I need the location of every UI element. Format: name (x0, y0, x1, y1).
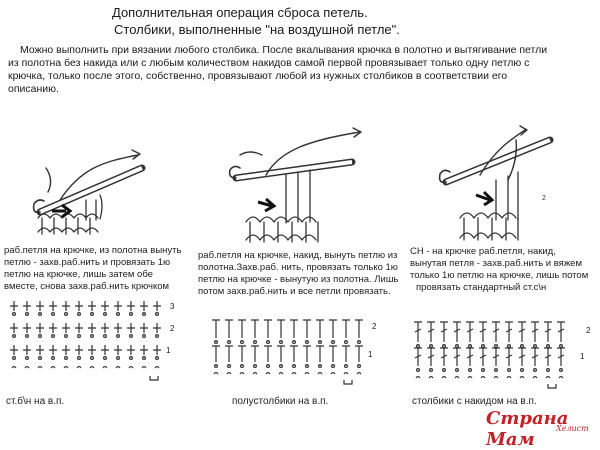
double-crochet-symbol (453, 322, 461, 342)
chain-symbol (280, 365, 283, 368)
half-double-crochet-symbol (329, 320, 337, 338)
row-number-2-1: 1 (368, 350, 373, 359)
foundation-chain-symbol (155, 367, 159, 369)
foundation-chain-symbol (142, 367, 146, 369)
double-crochet-symbol (492, 322, 500, 342)
chain-symbol (215, 341, 218, 344)
caption-3-line-4: провязать стандартный ст.с\н (416, 282, 547, 293)
single-crochet-symbol (49, 345, 57, 355)
chain-symbol (241, 341, 244, 344)
chain-symbol (521, 369, 524, 372)
caption-3-line-3: только 1ю петлю на крючке, лишь потом (410, 270, 589, 281)
chain-symbol (39, 357, 42, 360)
chain-symbol (228, 365, 231, 368)
chain-symbol (52, 357, 55, 360)
chain-symbol (469, 345, 472, 348)
row-number-1-2: 2 (170, 324, 175, 333)
double-crochet-symbol (557, 348, 565, 366)
title-line-1: Дополнительная операция сброса петель. (112, 5, 368, 20)
chain-symbol (65, 357, 68, 360)
chain-symbol (430, 345, 433, 348)
single-crochet-symbol (101, 323, 109, 333)
chain-symbol (91, 313, 94, 316)
caption-1-line-4: вместе, снова захв.раб.нить крючком (4, 281, 170, 292)
chain-symbol (65, 335, 68, 338)
double-crochet-symbol (505, 322, 513, 342)
single-crochet-symbol (153, 323, 161, 333)
half-double-crochet-symbol (316, 320, 324, 338)
single-crochet-symbol (114, 323, 122, 333)
single-crochet-symbol (88, 323, 96, 333)
double-crochet-symbol (427, 322, 435, 342)
chain-symbol (78, 357, 81, 360)
chain-symbol (332, 365, 335, 368)
foundation-chain-symbol (331, 373, 335, 375)
chain-symbol (547, 345, 550, 348)
half-double-crochet-symbol (303, 320, 311, 338)
start-bracket-symbol (150, 376, 158, 380)
intro-line-1: Можно выполнить при вязании любого столбика. После вкалывания крючка в полотно и вытягивание петли (20, 44, 548, 56)
single-crochet-symbol (62, 345, 70, 355)
chain-symbol (241, 365, 244, 368)
chain-symbol (456, 369, 459, 372)
single-crochet-symbol (10, 323, 18, 333)
chain-symbol (78, 335, 81, 338)
chain-symbol (26, 313, 29, 316)
chain-symbol (26, 335, 29, 338)
double-crochet-symbol (518, 348, 526, 366)
double-crochet-symbol (518, 322, 526, 342)
caption-2-line-4: потом захв.раб.нить и все петли провязать. (198, 286, 391, 297)
chain-symbol (254, 341, 257, 344)
chain-symbol (130, 335, 133, 338)
double-crochet-symbol (557, 322, 565, 342)
double-crochet-symbol (414, 322, 422, 342)
single-crochet-symbol (140, 301, 148, 311)
foundation-chain-symbol (51, 367, 55, 369)
caption-3-line-2: вынутая петля - захв.раб.нить и вяжем (410, 258, 582, 269)
double-crochet-symbol (479, 322, 487, 342)
chain-symbol (13, 357, 16, 360)
chain-symbol (130, 357, 133, 360)
chain-symbol (293, 365, 296, 368)
chain-symbol (443, 369, 446, 372)
chain-symbol (267, 341, 270, 344)
chain-symbol (358, 341, 361, 344)
start-bracket-symbol (344, 380, 352, 384)
chain-symbol (293, 341, 296, 344)
chain-symbol (91, 357, 94, 360)
chain-symbol (104, 313, 107, 316)
foundation-chain-symbol (357, 373, 361, 375)
double-crochet-symbol (492, 348, 500, 366)
single-crochet-symbol (36, 345, 44, 355)
single-crochet-symbol (153, 301, 161, 311)
foundation-chain-symbol (429, 377, 433, 379)
single-crochet-symbol (140, 345, 148, 355)
chain-symbol (215, 365, 218, 368)
foundation-chain-symbol (253, 373, 257, 375)
single-crochet-symbol (23, 345, 31, 355)
start-bracket-symbol (548, 384, 556, 388)
half-double-crochet-symbol (355, 320, 363, 338)
half-double-crochet-symbol (225, 346, 233, 362)
chart-label-3: столбики с накидом на в.п. (412, 396, 537, 407)
half-double-crochet-symbol (212, 320, 220, 338)
single-crochet-symbol (127, 301, 135, 311)
foundation-chain-symbol (129, 367, 133, 369)
foundation-chain-symbol (344, 373, 348, 375)
single-crochet-symbol (88, 301, 96, 311)
chain-symbol (319, 365, 322, 368)
chain-symbol (306, 341, 309, 344)
half-double-crochet-symbol (290, 320, 298, 338)
foundation-chain-symbol (12, 367, 16, 369)
chain-symbol (52, 313, 55, 316)
foundation-chain-symbol (103, 367, 107, 369)
intro-line-4: описанию. (8, 83, 59, 95)
double-crochet-symbol (505, 348, 513, 366)
half-double-crochet-symbol (277, 320, 285, 338)
single-crochet-symbol (62, 301, 70, 311)
foundation-chain-symbol (240, 373, 244, 375)
single-crochet-symbol (114, 301, 122, 311)
chain-symbol (39, 335, 42, 338)
double-crochet-symbol (414, 348, 422, 366)
single-crochet-symbol (36, 323, 44, 333)
chain-symbol (306, 365, 309, 368)
double-crochet-symbol (440, 348, 448, 366)
foundation-chain-symbol (116, 367, 120, 369)
chain-symbol (332, 341, 335, 344)
foundation-chain-symbol (90, 367, 94, 369)
half-double-crochet-symbol (238, 320, 246, 338)
foundation-chain-symbol (64, 367, 68, 369)
watermark-sub: Хелист (556, 424, 589, 433)
svg-text:2: 2 (542, 195, 546, 202)
chain-symbol (13, 313, 16, 316)
caption-2-line-1: раб.петля на крючке, накид, вынуть петлю из (198, 250, 398, 261)
single-crochet-symbol (127, 323, 135, 333)
single-crochet-symbol (23, 301, 31, 311)
row-number-3-2: 2 (586, 326, 591, 335)
chain-symbol (143, 313, 146, 316)
half-double-crochet-symbol (316, 346, 324, 362)
chain-symbol (156, 335, 159, 338)
row-number-1-1: 1 (166, 346, 171, 355)
chain-symbol (156, 313, 159, 316)
chain-symbol (547, 369, 550, 372)
chain-symbol (143, 335, 146, 338)
half-double-crochet-symbol (277, 346, 285, 362)
double-crochet-symbol (466, 322, 474, 342)
row-number-2-2: 2 (372, 322, 377, 331)
foundation-chain-symbol (318, 373, 322, 375)
single-crochet-symbol (153, 345, 161, 355)
chain-symbol (456, 345, 459, 348)
chain-symbol (104, 335, 107, 338)
foundation-chain-symbol (546, 377, 550, 379)
chain-symbol (117, 357, 120, 360)
chain-symbol (78, 313, 81, 316)
chain-symbol (117, 313, 120, 316)
foundation-chain-symbol (214, 373, 218, 375)
foundation-chain-symbol (227, 373, 231, 375)
chain-symbol (534, 345, 537, 348)
double-crochet-symbol (531, 322, 539, 342)
half-double-crochet-symbol (251, 320, 259, 338)
chart-label-1: ст.б\н на в.п. (6, 396, 65, 407)
row-number-3-1: 1 (580, 352, 585, 361)
foundation-chain-symbol (507, 377, 511, 379)
single-crochet-symbol (62, 323, 70, 333)
foundation-chain-symbol (559, 377, 563, 379)
chain-symbol (143, 357, 146, 360)
row-number-1-3: 3 (170, 302, 175, 311)
chain-symbol (91, 335, 94, 338)
half-double-crochet-symbol (251, 346, 259, 362)
intro-line-3: крючка, только после этого, собственно, провязывают любой из нужных столбиков в соответствии его (8, 70, 508, 82)
chain-symbol (495, 369, 498, 372)
foundation-chain-symbol (520, 377, 524, 379)
half-double-crochet-symbol (329, 346, 337, 362)
chain-symbol (417, 345, 420, 348)
chain-symbol (65, 313, 68, 316)
foundation-chain-symbol (25, 367, 29, 369)
intro-line-2: из полотна без накида или с любым количеством накидов самой первой провязывает только одну петлю с (8, 57, 530, 69)
single-crochet-symbol (101, 345, 109, 355)
double-crochet-symbol (531, 348, 539, 366)
half-double-crochet-symbol (238, 346, 246, 362)
caption-1-line-3: петлю на крючке, лишь затем обе (4, 269, 153, 280)
chain-symbol (521, 345, 524, 348)
chain-symbol (443, 345, 446, 348)
single-crochet-symbol (140, 323, 148, 333)
foundation-chain-symbol (279, 373, 283, 375)
chain-symbol (358, 365, 361, 368)
chain-symbol (26, 357, 29, 360)
single-crochet-symbol (88, 345, 96, 355)
foundation-chain-symbol (481, 377, 485, 379)
single-crochet-symbol (36, 301, 44, 311)
chain-symbol (417, 369, 420, 372)
chain-symbol (508, 369, 511, 372)
foundation-chain-symbol (533, 377, 537, 379)
foundation-chain-symbol (455, 377, 459, 379)
chain-symbol (130, 313, 133, 316)
chain-symbol (254, 365, 257, 368)
foundation-chain-symbol (442, 377, 446, 379)
chain-symbol (52, 335, 55, 338)
foundation-chain-symbol (468, 377, 472, 379)
foundation-chain-symbol (38, 367, 42, 369)
foundation-chain-symbol (266, 373, 270, 375)
half-double-crochet-symbol (264, 346, 272, 362)
title-line-2: Столбики, выполненные "на воздушной петле". (114, 22, 400, 37)
chain-symbol (104, 357, 107, 360)
single-crochet-symbol (114, 345, 122, 355)
double-crochet-symbol (544, 322, 552, 342)
chain-symbol (13, 335, 16, 338)
chain-symbol (482, 345, 485, 348)
single-crochet-symbol (101, 301, 109, 311)
chain-symbol (280, 341, 283, 344)
caption-1-line-2: петлю - захв.раб.нить и провязать 1ю (4, 257, 171, 268)
chain-symbol (495, 345, 498, 348)
chain-symbol (267, 365, 270, 368)
half-double-crochet-symbol (342, 320, 350, 338)
single-crochet-symbol (75, 323, 83, 333)
double-crochet-symbol (453, 348, 461, 366)
double-crochet-symbol (479, 348, 487, 366)
single-crochet-symbol (127, 345, 135, 355)
single-crochet-symbol (23, 323, 31, 333)
foundation-chain-symbol (77, 367, 81, 369)
chain-symbol (508, 345, 511, 348)
double-crochet-symbol (440, 322, 448, 342)
caption-2-line-3: петлю на крючке - вынутую из полотна. Лишь (198, 274, 399, 285)
chain-symbol (345, 365, 348, 368)
chain-symbol (560, 345, 563, 348)
chain-symbol (430, 369, 433, 372)
single-crochet-symbol (49, 301, 57, 311)
watermark-name: Страна Мам (486, 408, 569, 450)
chain-symbol (117, 335, 120, 338)
chain-symbol (560, 369, 563, 372)
chain-symbol (469, 369, 472, 372)
single-crochet-symbol (75, 301, 83, 311)
chart-label-2: полустолбики на в.п. (232, 396, 329, 407)
chain-symbol (345, 341, 348, 344)
half-double-crochet-symbol (212, 346, 220, 362)
foundation-chain-symbol (416, 377, 420, 379)
half-double-crochet-symbol (355, 346, 363, 362)
chain-symbol (534, 369, 537, 372)
double-crochet-symbol (544, 348, 552, 366)
half-double-crochet-symbol (290, 346, 298, 362)
chain-symbol (39, 313, 42, 316)
single-crochet-symbol (49, 323, 57, 333)
half-double-crochet-symbol (225, 320, 233, 338)
single-crochet-symbol (10, 345, 18, 355)
half-double-crochet-symbol (303, 346, 311, 362)
foundation-chain-symbol (494, 377, 498, 379)
chain-symbol (228, 341, 231, 344)
chain-symbol (482, 369, 485, 372)
chain-symbol (319, 341, 322, 344)
foundation-chain-symbol (305, 373, 309, 375)
half-double-crochet-symbol (264, 320, 272, 338)
caption-2-line-2: полотна.Захв.раб. нить, провязать только 1ю (198, 262, 398, 273)
foundation-chain-symbol (292, 373, 296, 375)
double-crochet-symbol (427, 348, 435, 366)
caption-1-line-1: раб.петля на крючке, из полотна вынуть (4, 245, 182, 256)
caption-3-line-1: СН - на крючке раб.петля, накид, (410, 246, 556, 257)
half-double-crochet-symbol (342, 346, 350, 362)
double-crochet-symbol (466, 348, 474, 366)
single-crochet-symbol (75, 345, 83, 355)
chain-symbol (156, 357, 159, 360)
single-crochet-symbol (10, 301, 18, 311)
